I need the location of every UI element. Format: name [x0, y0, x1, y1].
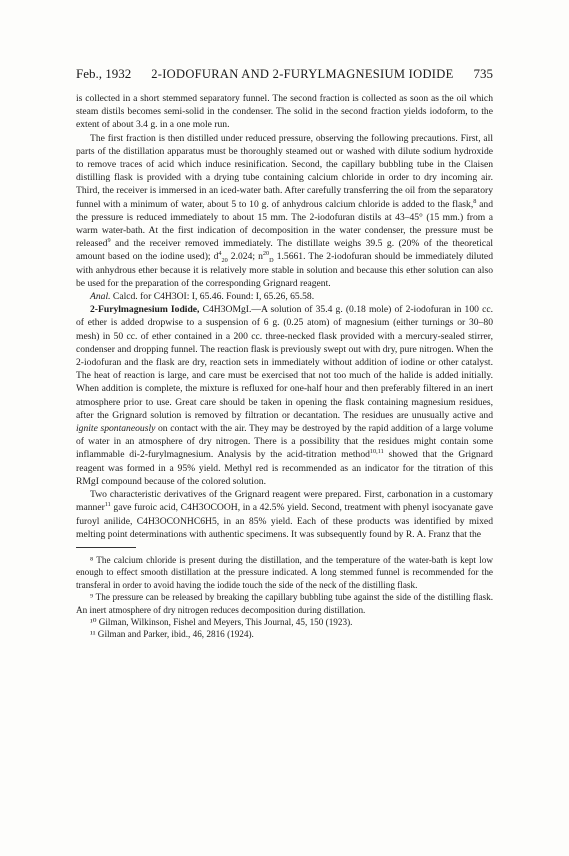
footnote-10: ¹⁰ Gilman, Wilkinson, Fishel and Meyers, This Journal, 45, 150 (1923). [90, 616, 353, 627]
footnote-8: ⁸ The calcium chloride is present during the distillation, and the temperature of the water-bath is kept low enough to effect smooth distillation at the pressure indicated. A long stemmed funnel is recommended for the transferal in order to avoid having the iodide touch the side of the neck of the distilling flask. [76, 554, 493, 590]
header-title: 2-IODOFURAN AND 2-FURYLMAGNESIUM IODIDE [151, 67, 454, 81]
footnotes [76, 554, 493, 641]
paragraph-2: The first fraction is then distilled under reduced pressure, observing the following precautions. First, all parts of the distillation apparatus must be thoroughly steamed out or washed with dilute sodium hydroxide to remove traces of acid which induce resinification. Second, the capillary bubbling tube in the Claisen distilling flask is provided with a drying tube containing calcium chloride in order to dry incoming air. Third, the receiver is immersed in an iced-water bath. After carefully transferring the oil from the separatory funnel with a minimum of water, about 5 to 10 g. of anhydrous calcium chloride is added to the flask,$^8$ and the pressure is reduced immediately to about 15 mm. The 2-iodofuran distils at 43–45° (15 mm.) from a warm water-bath. At the first indication of decomposition in the water condenser, the pressure must be released$^9$ and the receiver removed immediately. The distillate weighs 39.5 g. (20% of the theoretical amount based on the iodine used); $d^4_{20}$ 2.024; $n^{20}_D$ 1.5661. The 2-iodofuran should be immediately diluted with anhydrous ether because it is relatively more stable in solution and because this ether solution can also be used for the preparation of the corresponding Grignard reagent. [76, 132, 493, 289]
footnote-11: ¹¹ Gilman and Parker, ibid., 46, 2816 (1924). [90, 629, 254, 640]
analysis-line: Anal. Calcd. for C4H3OI: I, 65.46. Found: I, 65.26, 65.58. [90, 291, 315, 303]
paragraph-4: Two characteristic derivatives of the Grignard reagent were prepared. First, carbonation in a customary manner$^{11}$ gave furoic acid, C4H3OCOOH, in a 42.5% yield. Second, treatment with phenyl isocyanate gave furoyl anilide, C4H3OCONHC6H5, in an 85% yield. Each of these products was identified by mixed melting point determinations with authentic specimens. It was subsequently found by R. A. Franz that the [76, 489, 493, 540]
header-date: Feb., 1932 [76, 66, 132, 81]
footnote-9: ⁹ The pressure can be released by breaking the capillary bubbling tube against the side of the distilling flask. An inert atmosphere of dry nitrogen reduces decomposition during distillation. [76, 592, 493, 615]
article-body [76, 92, 493, 641]
running-header [76, 66, 493, 82]
footnote-divider [76, 547, 136, 548]
paragraph-1: is collected in a short stemmed separatory funnel. The second fraction is collected as soon as the oil which steam distils becomes semi-solid in the condenser. The solid in the second fraction yields iodoform, to the extent of about 3.4 g. in a one mole run. [76, 93, 493, 131]
page-number: 735 [473, 66, 493, 81]
paragraph-3: 2-Furylmagnesium Iodide, C4H3OMgI.—A solution of 35.4 g. (0.18 mole) of 2-iodofuran in 100 cc. of ether is added dropwise to a suspension of 6 g. (0.25 atom) of magnesium (either turnings or 30–80 mesh) in 50 cc. of ether contained in a 200 cc. three-necked flask provided with a mercury-sealed stirrer, condenser and dropping funnel. The reaction flask is previously swept out with dry, pure nitrogen. When the 2-iodofuran and the flask are dry, reaction sets in immediately without addition of iodine or other catalyst. The heat of reaction is large, and care must be exercised that not too much of the halide is added initially. When addition is complete, the mixture is refluxed for one-half hour and then preferably filtered in an inert atmosphere prior to use. Great care should be taken in opening the flask containing magnesium residues, after the Grignard solution is removed by filtration or decantation. The residues are unusually active and ignite spontaneously on contact with the air. They may be destroyed by the rapid addition of a large volume of water in an atmosphere of dry nitrogen. There is a possibility that the residues might contain some inflammable di-2-furylmagnesium. Analysis by the acid-titration method$^{10,11}$ showed that the Grignard reagent was formed in a 95% yield. Methyl red is recommended as an indicator for the titration of this RMgI compound because of the colored solution. [76, 304, 494, 487]
